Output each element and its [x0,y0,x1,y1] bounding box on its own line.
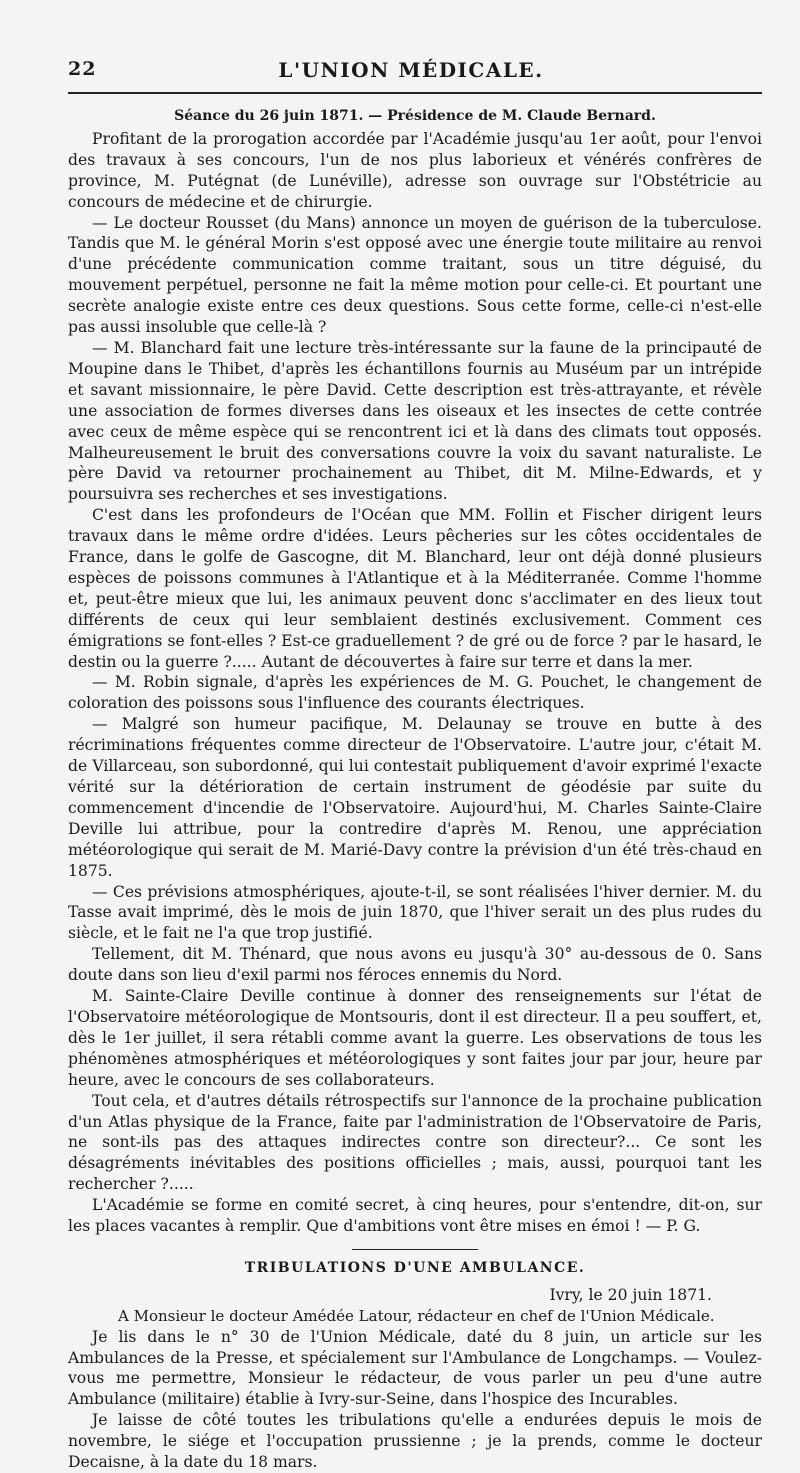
page-number: 22 [68,58,97,80]
paragraph: — Ces prévisions atmosphériques, ajoute-t-il, se sont réalisées l'hiver dernier. M. du Tasse avait imprimé, dès le mois de juin 1870, que l'hiver serait un des plus rudes du siècle, et le fait ne l'a que trop justifié. [68,882,762,943]
section-title: TRIBULATIONS D'UNE AMBULANCE. [244,1259,586,1276]
page-header [68,58,754,88]
letter-date: Ivry, le 20 juin 1871. [549,1285,712,1304]
paragraph: Tellement, dit M. Thénard, que nous avons eu jusqu'à 30° au-dessous de 0. Sans doute dans son lieu d'exil parmi nos féroces ennemis du Nord. [68,945,762,985]
paragraph: — M. Robin signale, d'après les expériences de M. G. Pouchet, le changement de coloration des poissons sous l'influence des courants électriques. [68,673,762,713]
article-body [68,104,762,1473]
letter-address: A Monsieur le docteur Amédée Latour, rédacteur en chef de l'Union Médicale. [118,1306,715,1325]
paragraph: C'est dans les profondeurs de l'Océan que MM. Follin et Fischer dirigent leurs travaux dans le même ordre d'idées. Leurs pêcheries sur les côtes occidentales de France, dans le golfe de Gascogne, dit M. Blanchard, leur ont déjà donné plusieurs espèces de poissons communes à l'Atlantique et à la Méditerranée. Comme l'homme et, peut-être mieux que lui, les animaux peuvent donc s'acclimater en des lieux tout différents de ceux qui leur semblaient destinés exclusivement. Comment ces émigrations se font-elles ? Est-ce graduellement ? de gré ou de force ? par le hasard, le destin ou la guerre ?..... Autant de découvertes à faire sur terre et dans la mer. [68,506,762,671]
letter-paragraph: Je laisse de côté toutes les tribulations qu'elle a endurées depuis le mois de novembre, le siége et l'occupation prussienne ; je la prends, comme le docteur Decaisne, à la date du 18 mars. [68,1411,762,1472]
paragraph: L'Académie se forme en comité secret, à cinq heures, pour s'entendre, dit-on, sur les places vacantes à remplir. Que d'ambitions vont être mises en émoi ! — P. G. [68,1196,762,1236]
session-title: Séance du 26 juin 1871. — Présidence de M. Claude Bernard. [174,108,656,124]
paragraph: Tout cela, et d'autres détails rétrospectifs sur l'annonce de la prochaine publication d'un Atlas physique de la France, faite par l'administration de l'Observatoire de Paris, ne sont-ils pas des attaques indirectes contre son directeur?... Ce sont les désagréments inévitables des positions officielles ; mais, aussi, pourquoi tant les rechercher ?..... [68,1091,762,1194]
paragraph: M. Sainte-Claire Deville continue à donner des renseignements sur l'état de l'Observatoire météorologique de Montsouris, dont il est directeur. Il a peu souffert, et, dès le 1er juillet, il sera rétabli comme avant la guerre. Les observations de tous les phénomènes atmosphériques et météorologiques y sont faites jour par jour, heure par heure, avec le concours de ses collaborateurs. [68,987,762,1089]
paragraph: — Le docteur Rousset (du Mans) annonce un moyen de guérison de la tuberculose. Tandis que M. le général Morin s'est opposé avec une énergie toute militaire au renvoi d'une précédente communication comme traitant, sous un titre déguisé, du mouvement perpétuel, personne ne fait la même motion pour celle-ci. Et pourtant une secrète analogie existe entre ces deux questions. Sous cette forme, celle-ci n'est-elle pas aussi insoluble que celle-là ? [68,213,762,337]
paragraph: — Malgré son humeur pacifique, M. Delaunay se trouve en butte à des récriminations fréquentes comme directeur de l'Observatoire. L'autre jour, c'était M. de Villarceau, son subordonné, qui lui contestait publiquement d'avoir exprimé l'exacte vérité sur la détérioration de certain instrument de géodésie par suite du commencement d'incendie de l'Observatoire. Aujourd'hui, M. Charles Sainte-Claire Deville lui attribue, pour la contredire d'après M. Renou, une appréciation météorologique qui serait de M. Marié-Davy contre la prévision d'un été très-chaud en 1875. [68,715,762,880]
paragraph: Profitant de la prorogation accordée par l'Académie jusqu'au 1er août, pour l'envoi des travaux à ses concours, l'un de nos plus laborieux et vénérés confrères de province, M. Putégnat (de Lunéville), adresse son ouvrage sur l'Obstétricie au concours de médecine et de chirurgie. [68,129,762,211]
letter-paragraph: Je lis dans le n° 30 de l'Union Médicale, daté du 8 juin, un article sur les Ambulances de la Presse, et spécialement sur l'Ambulance de Longchamps. — Voulez-vous me permettre, Monsieur le rédacteur, de vous parler un peu d'une autre Ambulance (militaire) établie à Ivry-sur-Seine, dans l'hospice des Incurables. [68,1327,762,1409]
paragraph: — M. Blanchard fait une lecture très-intéressante sur la faune de la principauté de Moupine dans le Thibet, d'après les échantillons fournis au Muséum par un intrépide et savant missionnaire, le père David. Cette description est très-attrayante, et révèle une association de formes diverses dans les oiseaux et les insectes de cette contrée avec ceux de même espèce qui se rencontrent ici et là dans des climats tout opposés. Malheureusement le bruit des conversations couvre la voix du savant naturaliste. Le père David va retourner prochainement au Thibet, dit M. Milne-Edwards, et y poursuivra ses recherches et ses investigations. [68,338,762,504]
header-rule [68,92,762,94]
running-title: L'UNION MÉDICALE. [278,58,544,82]
section-separator [352,1249,478,1250]
